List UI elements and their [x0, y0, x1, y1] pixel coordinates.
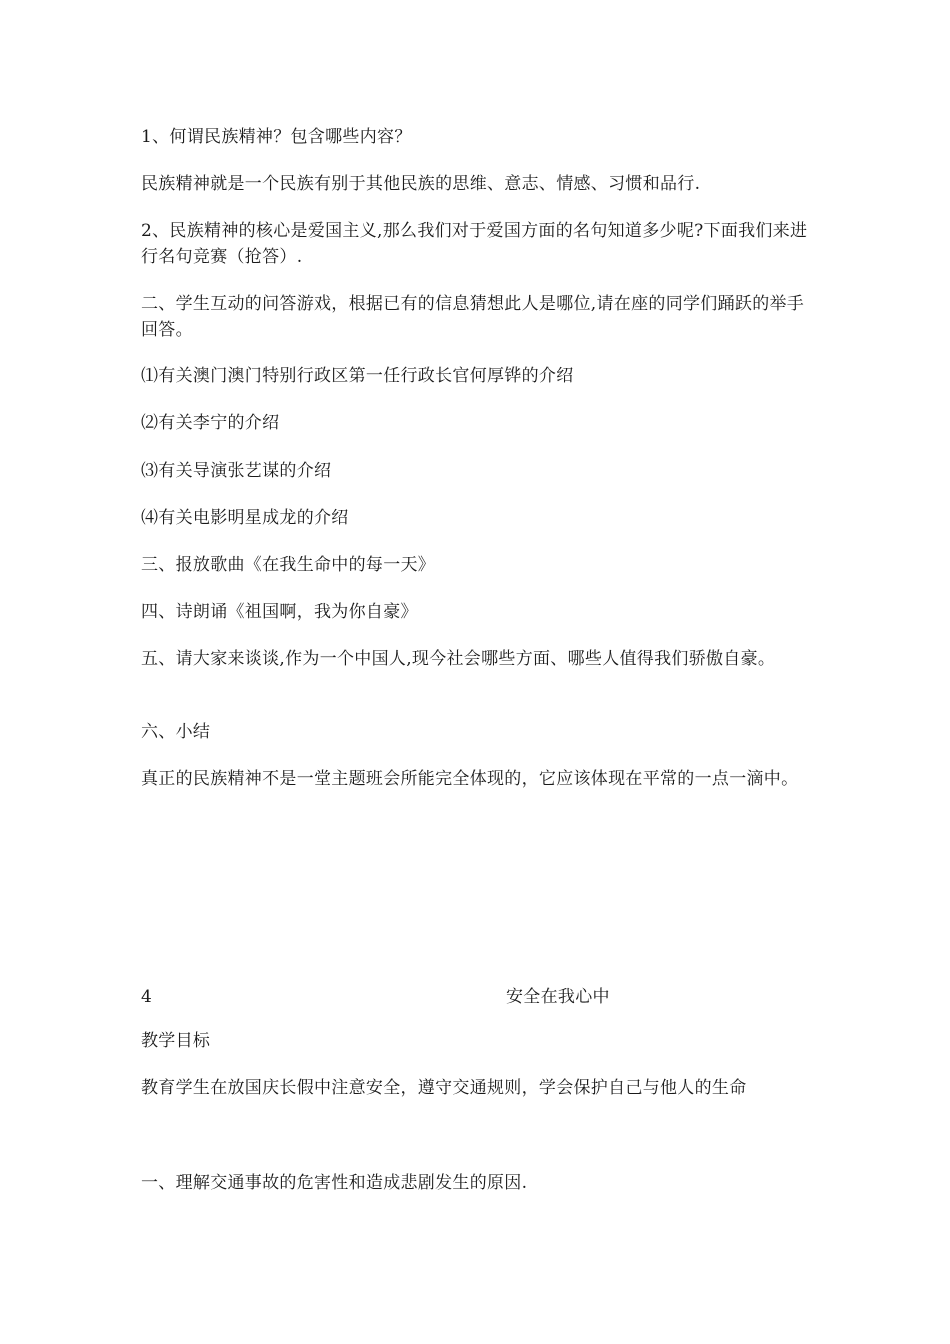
list-item: ⑷有关电影明星成龙的介绍: [141, 508, 349, 528]
section-two-heading: 二、学生互动的问答游戏，根据已有的信息猜想此人是哪位,请在座的同学们踊跃的举手回答。: [141, 294, 805, 340]
section-six-heading: 六、小结: [141, 722, 211, 742]
summary-text: 真正的民族精神不是一堂主题班会所能完全体现的，它应该体现在平常的一点一滴中。: [141, 769, 799, 789]
question-2: 2、民族精神的核心是爱国主义,那么我们对于爱国方面的名句知道多少呢?下面我们来进行名句竞赛（抢答）.: [141, 221, 808, 267]
section-three-heading: 三、报放歌曲《在我生命中的每一天》: [141, 555, 436, 575]
section-five-heading: 五、请大家来谈谈,作为一个中国人,现今社会哪些方面、哪些人值得我们骄傲自豪。: [141, 649, 776, 669]
teaching-goal-text: 教育学生在放国庆长假中注意安全，遵守交通规则，学会保护自己与他人的生命: [141, 1078, 747, 1098]
teaching-goal-heading: 教学目标: [141, 1031, 211, 1051]
section-number: 4: [141, 987, 152, 1007]
list-item: ⑶有关导演张艺谋的介绍: [141, 461, 332, 481]
section-four-heading: 四、诗朗诵《祖国啊，我为你自豪》: [141, 602, 418, 622]
question-1: 1、何谓民族精神？包含哪些内容？: [141, 127, 412, 147]
list-item: ⑴有关澳门澳门特别行政区第一任行政长官何厚铧的介绍: [141, 366, 574, 386]
section-one-heading: 一、理解交通事故的危害性和造成悲剧发生的原因.: [141, 1173, 528, 1193]
section-title: 安全在我心中: [506, 987, 610, 1007]
list-item: ⑵有关李宁的介绍: [141, 413, 280, 433]
answer-1: 民族精神就是一个民族有别于其他民族的思维、意志、情感、习惯和品行.: [141, 174, 701, 194]
